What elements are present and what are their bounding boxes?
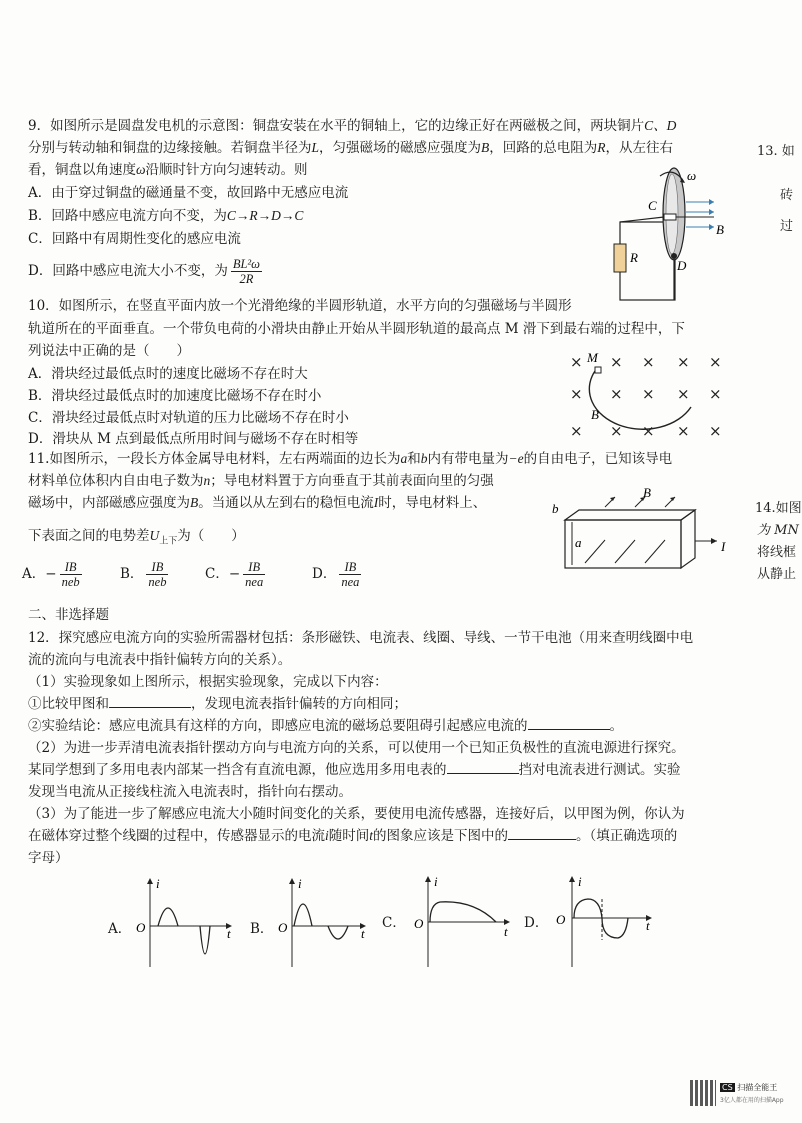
q12-part1b: ②实验结论：感应电流具有这样的方向，即感应电流的磁场总要阻碍引起感应电流的 。 bbox=[28, 718, 623, 734]
cs-logo: CS bbox=[722, 1083, 733, 1092]
answer-blank-2[interactable] bbox=[528, 729, 610, 730]
q12-part3a: （3）为了能进一步了解感应电流大小随时间变化的关系，要使用电流传感器，连接好后，以甲图为例，你认为 bbox=[28, 806, 685, 822]
q10-option-d: D．滑块从 M 点到最低点所用时间与磁场不存在时相等 bbox=[28, 431, 359, 447]
graph-b bbox=[272, 872, 372, 972]
scanner-title: 扫描全能王 bbox=[737, 1083, 778, 1092]
semicircle-track-figure bbox=[565, 345, 725, 445]
q11-option-a: A．− $\frac{IB}{\text{neb}}$ bbox=[22, 560, 80, 589]
graph-b-letter: B． bbox=[250, 921, 274, 937]
q11-line4: 下表面之间的电势差$U_{上下}$为（ ） bbox=[28, 528, 245, 547]
svg-text:×: × bbox=[677, 353, 690, 371]
graph-a bbox=[130, 872, 240, 972]
svg-text:×: × bbox=[709, 353, 722, 371]
q9-line2: 分别与转动轴和铜盘的边缘接触。若铜盘半径为L，匀强磁场的磁感应强度为B，回路的总电阻为R，从左往右 bbox=[28, 140, 674, 156]
q14-cut-2: 为 MN bbox=[757, 523, 799, 538]
svg-text:×: × bbox=[677, 422, 690, 440]
fig-label-c: C bbox=[648, 198, 657, 213]
q11-line3: 磁场中，内部磁感应强度为B。当通以从左到右的稳恒电流I时，导电材料上、 bbox=[28, 495, 487, 511]
svg-text:i: i bbox=[298, 876, 302, 891]
q11-line2: 材料单位体积内自由电子数为n；导电材料置于方向垂直于其前表面向里的匀强 bbox=[28, 473, 494, 489]
q14-cut-3: 将线框 bbox=[757, 545, 797, 560]
q10-line3: 列说法中正确的是（ ） bbox=[28, 343, 190, 359]
q11-option-d: D． $\frac{IB}{\text{nea}}$ bbox=[312, 560, 360, 589]
fig-label-m: M bbox=[587, 350, 598, 365]
svg-text:×: × bbox=[642, 385, 655, 403]
fig-label-b10: B bbox=[591, 407, 599, 422]
q10-option-a: A．滑块经过最低点时的速度比磁场不存在时大 bbox=[28, 366, 308, 382]
scanner-watermark bbox=[690, 1080, 790, 1110]
q12-part2a: （2）为进一步弄清电流表指针摆动方向与电流方向的关系，可以使用一个已知正负极性的直流电源进行探究。 bbox=[28, 740, 685, 756]
q9-option-b: B．回路中感应电流方向不变，为C→R→D→C bbox=[28, 208, 304, 224]
graph-d-letter: D． bbox=[524, 915, 549, 931]
q10-option-b: B．滑块经过最低点时的加速度比磁场不存在时小 bbox=[28, 388, 322, 404]
semicircle-track bbox=[589, 371, 691, 429]
q9-option-d: D．回路中感应电流大小不变，为 $\frac{\text{BL²ω}}{2R}$ bbox=[28, 257, 260, 286]
svg-text:×: × bbox=[610, 353, 623, 371]
svg-text:O: O bbox=[136, 920, 146, 935]
q9-line3: 看，铜盘以角速度ω沿顺时针方向匀速转动。则 bbox=[28, 162, 308, 178]
fig-label-a: a bbox=[575, 535, 582, 550]
scanner-subtitle: 3亿人都在用的扫描App bbox=[720, 1097, 784, 1104]
fig-label-r: R bbox=[630, 250, 638, 265]
q12-part2b: 某同学想到了多用电表内部某一挡含有直流电源，他应选用多用电表的 挡对电流表进行测试。实验 bbox=[28, 762, 681, 778]
q11-option-c: C．− $\frac{IB}{\text{nea}}$ bbox=[205, 560, 264, 589]
svg-text:t: t bbox=[504, 924, 508, 939]
q9-option-d-fraction: $\frac{\text{BL²ω}}{2R}$ bbox=[232, 257, 260, 286]
svg-text:×: × bbox=[610, 385, 623, 403]
svg-text:O: O bbox=[278, 920, 288, 935]
svg-text:×: × bbox=[709, 422, 722, 440]
disk-generator-figure bbox=[600, 162, 740, 308]
svg-text:×: × bbox=[570, 422, 583, 440]
q13-cut-1: 13. 如 bbox=[757, 144, 795, 159]
q12-part3c: 字母） bbox=[28, 850, 69, 866]
q10-line1: 10．如图所示，在竖直平面内放一个光滑绝缘的半圆形轨道，水平方向的匀强磁场与半圆形 bbox=[28, 298, 572, 314]
q12-part2c: 发现当电流从正接线柱流入电流表时，指针向右摆动。 bbox=[28, 784, 352, 800]
svg-text:t: t bbox=[227, 926, 231, 941]
q12-part1a: ①比较甲图和 ，发现电流表指针偏转的方向相同； bbox=[28, 696, 407, 712]
fig-label-d: D bbox=[677, 258, 687, 273]
q9-option-a: A．由于穿过铜盘的磁通量不变，故回路中无感应电流 bbox=[28, 185, 349, 201]
graph-c bbox=[404, 872, 514, 972]
q14-cut-1: 14.如图 bbox=[755, 501, 802, 516]
svg-text:i: i bbox=[156, 876, 160, 891]
graph-d bbox=[546, 872, 656, 972]
svg-text:t: t bbox=[361, 926, 365, 941]
fig-label-b11: B bbox=[643, 485, 651, 500]
conductor-block-figure bbox=[545, 485, 735, 580]
section-title: 二、非选择题 bbox=[28, 607, 109, 623]
q10-option-c: C．滑块经过最低点时对轨道的压力比磁场不存在时小 bbox=[28, 410, 349, 426]
svg-text:×: × bbox=[570, 353, 583, 371]
q10-line2: 轨道所在的平面垂直。一个带负电荷的小滑块由静止开始从半圆形轨道的最高点 M 滑下到最右端的过程中，下 bbox=[28, 321, 685, 337]
svg-text:×: × bbox=[570, 385, 583, 403]
answer-blank-3[interactable] bbox=[447, 773, 519, 774]
svg-text:×: × bbox=[709, 385, 722, 403]
svg-text:O: O bbox=[556, 912, 566, 927]
qr-code-icon bbox=[690, 1080, 716, 1106]
fig-label-i: I bbox=[721, 539, 726, 554]
graph-a-letter: A． bbox=[108, 921, 132, 937]
q12-line2: 流的流向与电流表中指针偏转方向的关系）。 bbox=[28, 652, 292, 668]
fig-label-b: B bbox=[716, 222, 724, 237]
q12-part3b: 在磁体穿过整个线圈的过程中，传感器显示的电流i随时间t的图象应该是下图中的 。（填正确选项的 bbox=[28, 828, 678, 844]
svg-text:i: i bbox=[434, 874, 438, 889]
svg-text:×: × bbox=[677, 385, 690, 403]
svg-text:×: × bbox=[642, 353, 655, 371]
q13-cut-2: 砖 bbox=[780, 188, 794, 203]
graph-c-letter: C． bbox=[382, 915, 406, 931]
answer-blank-1[interactable] bbox=[109, 707, 191, 708]
q9-line1: 9．如图所示是圆盘发电机的示意图：铜盘安装在水平的铜轴上，它的边缘正好在两磁极之间，两块铜片C、D bbox=[28, 118, 677, 134]
svg-text:O: O bbox=[414, 916, 424, 931]
q11-line1: 11.如图所示，一段长方体金属导电材料，左右两端面的边长为a和b内有带电量为−e的自由电子，已知该导电 bbox=[28, 451, 673, 467]
q12-part1: （1）实验现象如上图所示，根据实验现象，完成以下内容： bbox=[28, 674, 388, 690]
svg-text:×: × bbox=[642, 422, 655, 440]
fig-label-omega: ω bbox=[687, 168, 697, 183]
q11-option-b: B． $\frac{IB}{\text{neb}}$ bbox=[120, 560, 167, 589]
svg-text:×: × bbox=[610, 422, 623, 440]
q14-cut-4: 从静止 bbox=[757, 567, 797, 582]
answer-blank-4[interactable] bbox=[508, 839, 576, 840]
svg-text:i: i bbox=[578, 874, 582, 889]
q12-line1: 12．探究感应电流方向的实验所需器材包括：条形磁铁、电流表、线圈、导线、一节干电池（用来查明线圈中电 bbox=[28, 630, 694, 646]
svg-text:t: t bbox=[646, 918, 650, 933]
q13-cut-3: 过 bbox=[780, 219, 794, 234]
fig-label-small-b: b bbox=[552, 501, 559, 516]
q9-option-c: C．回路中有周期性变化的感应电流 bbox=[28, 231, 241, 247]
